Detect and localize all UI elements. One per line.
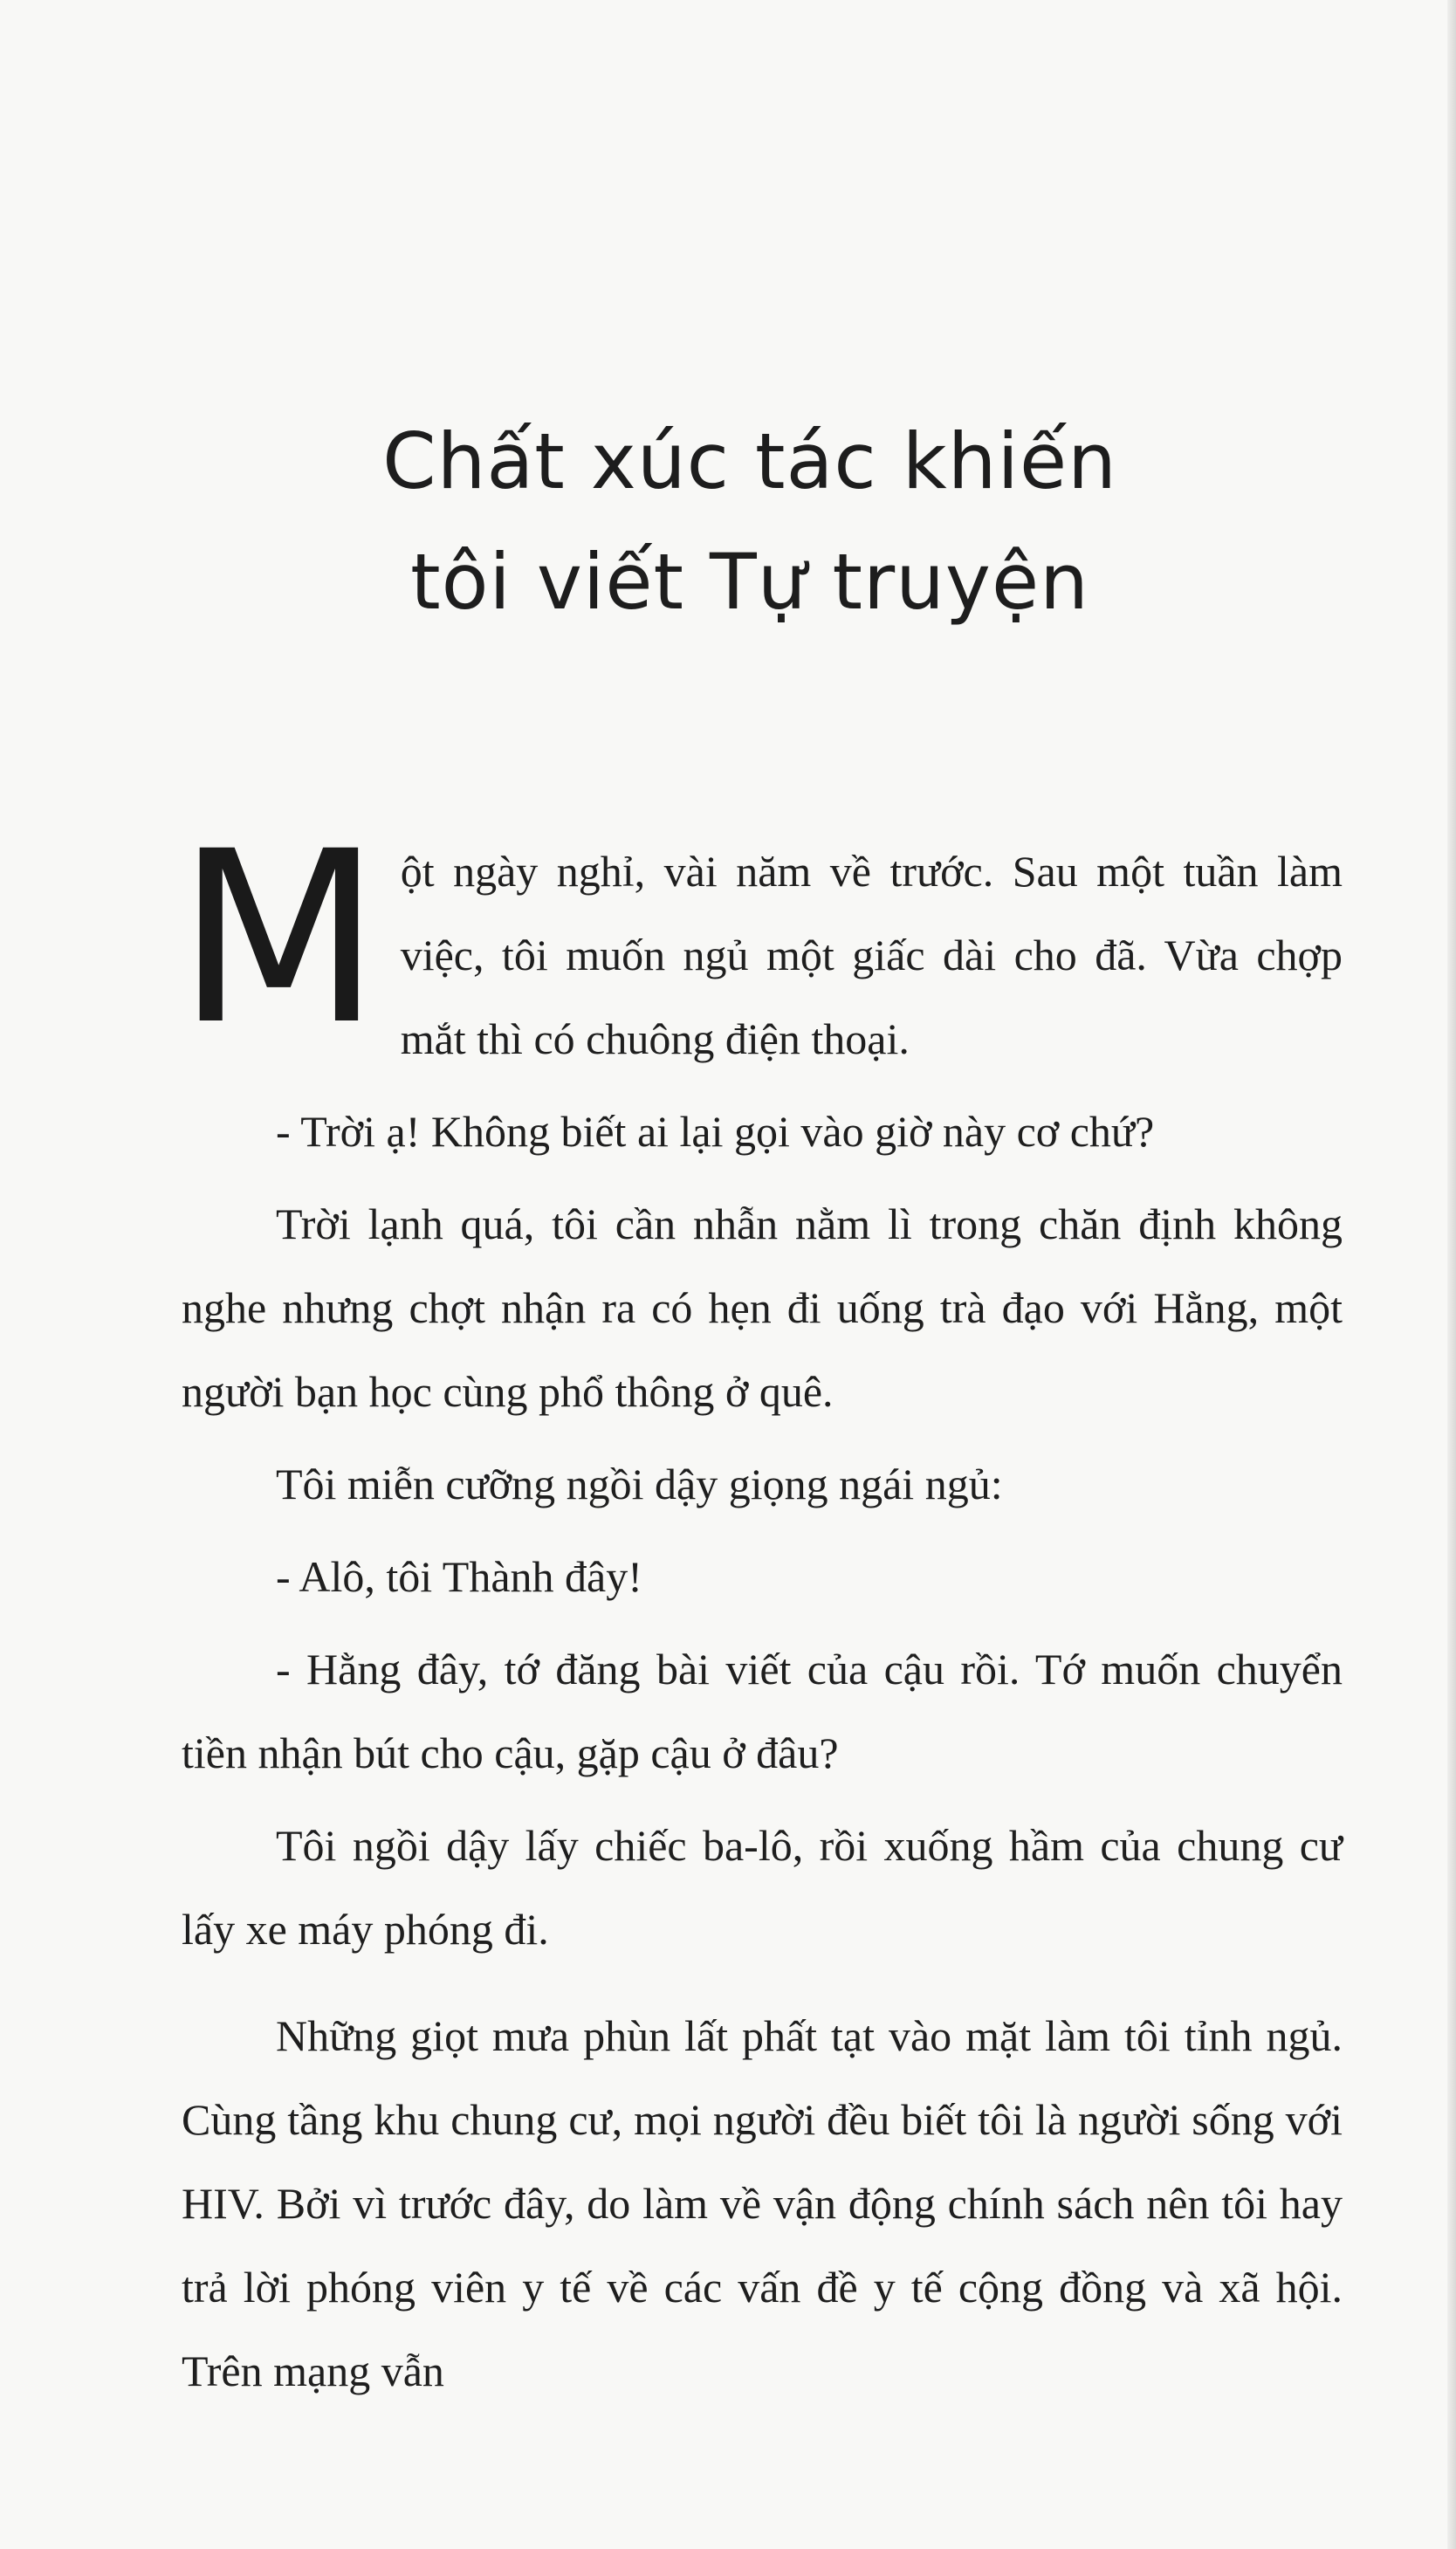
drop-cap: M — [176, 801, 381, 1077]
chapter-title-line-1: Chất xúc tác khiến — [382, 416, 1117, 506]
paragraph: Những giọt mưa phùn lất phất tạt vào mặt làm tôi tỉnh ngủ. Cùng tầng khu chung cư, mọi người đều biết tôi là người sống với HIV. Bởi vì trước đây, do làm về vận động chính sách nên tôi hay trả lời phóng viên y tế về các vấn đề y tế cộng đồng và xã hội. Trên mạng vẫn — [182, 2011, 1343, 2395]
paragraph: - Hằng đây, tớ đăng bài viết của cậu rồi. Tớ muốn chuyển tiền nhận bút cho cậu, gặp cậu ở đâu? — [182, 1645, 1343, 1777]
paragraph: Trời lạnh quá, tôi cần nhẫn nằm lì trong chăn định không nghe nhưng chợt nhận ra có hẹn đi uống trà đạo với Hằng, một người bạn học cùng phổ thông ở quê. — [182, 1199, 1343, 1416]
page-edge — [1447, 0, 1456, 2549]
opening-paragraph — [176, 801, 1343, 1081]
opening-paragraph-text: ột ngày nghỉ, vài năm về trước. Sau một tuần làm việc, tôi muốn ngủ một giấc dài cho đã. Vừa chợp mắt thì có chuông điện thoại. — [400, 847, 1343, 1063]
paragraph: Tôi ngồi dậy lấy chiếc ba-lô, rồi xuống hầm của chung cư lấy xe máy phóng đi. — [182, 1821, 1343, 1954]
paragraph: - Alô, tôi Thành đây! — [276, 1552, 642, 1601]
chapter-title-line-2: tôi viết Tự truyện — [410, 537, 1089, 627]
paragraph: Tôi miễn cưỡng ngồi dậy giọng ngái ngủ: — [276, 1460, 1003, 1508]
chapter-title — [0, 402, 1456, 642]
paragraph: - Trời ạ! Không biết ai lại gọi vào giờ này cơ chứ? — [276, 1107, 1155, 1156]
chapter-body — [176, 801, 1343, 2422]
